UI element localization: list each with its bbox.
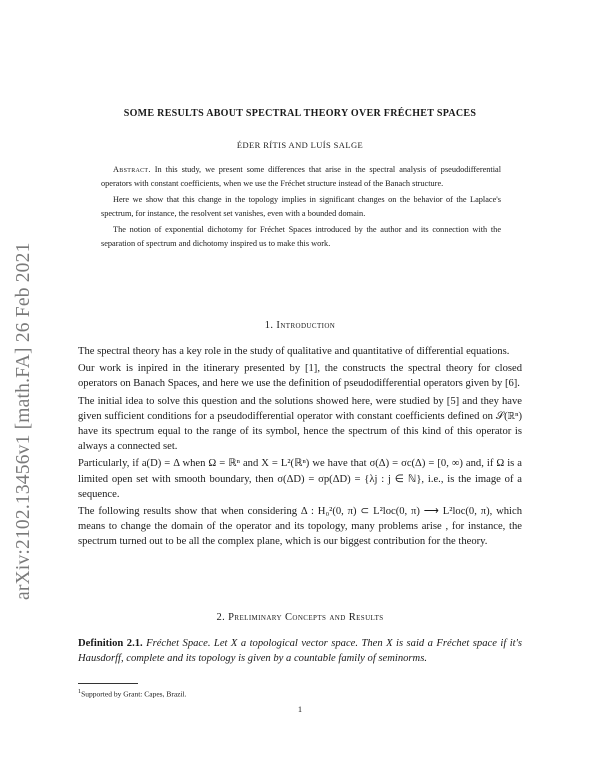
abstract-paragraph-2: Here we show that this change in the topology implies in significant changes on the behavior of the Laplace's spectrum, for instance, the resolvent set vanishes, even with a bounded domain. xyxy=(101,195,501,218)
section-1-body xyxy=(78,344,522,552)
intro-paragraph-5: The following results show that when considering Δ : H₀²(0, π) ⊂ L²loc(0, π) ⟶ L²loc(0, π), which means to change the domain of the operator and its topology, many problems arise , for instance, the spectrum turned out to be all the complex plane, which is our biggest contribution for the theory. xyxy=(78,506,522,548)
abstract xyxy=(101,163,501,253)
abstract-paragraph-3: The notion of exponential dichotomy for Fréchet Spaces introduced by the author and its connection with the separation of spectrum and dichotomy inspired us to make this work. xyxy=(101,225,501,248)
intro-paragraph-3: The initial idea to solve this question and the solutions showed here, were studied by [5] and they have given sufficient conditions for a pseudodifferential operator with constant coefficients defined on 𝒮(ℝⁿ) have its spectrum equal to the range of its symbol, hence the spectrum of this kind of this operator is always a connected set. xyxy=(78,395,522,453)
footnote xyxy=(78,688,522,699)
abstract-paragraph-1: In this study, we present some differences that arise in the spectral analysis of pseudodifferential operators with constant coefficients, when we use the Fréchet structure instead of the Banach structure. xyxy=(101,165,502,188)
definition-2-1 xyxy=(78,636,522,666)
footnote-marker: 1 xyxy=(78,688,82,695)
paper-title: SOME RESULTS ABOUT SPECTRAL THEORY OVER FRÉCHET SPACES xyxy=(123,108,477,119)
footnote-rule xyxy=(78,683,138,684)
definition-label: Definition 2.1. xyxy=(78,638,143,649)
arxiv-identifier: arXiv:2102.13456v1 [math.FA] 26 Feb 2021 xyxy=(13,242,34,600)
definition-text: Fréchet Space. Let X a topological vector space. Then X is said a Fréchet space if it's Hausdorff, complete and its topology is given by a countable family of seminorms. xyxy=(78,638,523,665)
section-2-heading: 2. Preliminary Concepts and Results xyxy=(216,612,384,623)
paper-authors: ÉDER RÍTIS AND LUÍS SALGE xyxy=(236,140,364,150)
intro-paragraph-2: Our work is inpired in the itinerary presented by [1], the constructs the spectral theory for closed operators on Banach Spaces, and here we use the definition of pseudodifferential operators given by [6]. xyxy=(78,363,522,390)
abstract-label: Abstract. xyxy=(113,165,151,174)
section-1-heading: 1. Introduction xyxy=(264,320,336,331)
page-number: 1 xyxy=(297,704,303,714)
footnote-text: Supported by Grant: Capes, Brazil. xyxy=(81,689,187,699)
intro-paragraph-1: The spectral theory has a key role in the study of qualitative and quantitative of differential equations. xyxy=(78,346,510,357)
intro-paragraph-4: Particularly, if a(D) = Δ when Ω = ℝⁿ and X = L²(ℝⁿ) we have that σ(Δ) = σc(Δ) = [0, ∞) and, if Ω is a limited open set with smooth boundary, then σ(ΔD) = σp(ΔD) = {λj : j ∈ ℕ}, i.e., is the image of a sequence. xyxy=(78,458,522,500)
